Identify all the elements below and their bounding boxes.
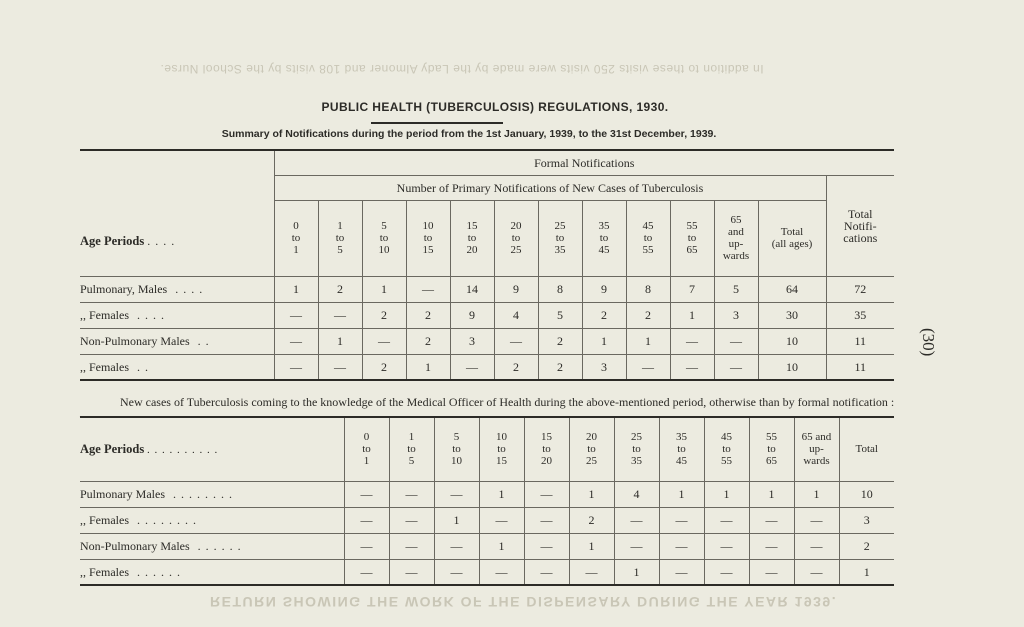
table2-value-cell: — — [704, 507, 749, 533]
table2-value-cell: 1 — [704, 481, 749, 507]
table1-value-cell: 4 — [494, 302, 538, 328]
table2-value-cell: — — [524, 507, 569, 533]
table2-row-label-cell — [80, 533, 344, 559]
table1-notifications-cell: 35 — [826, 302, 894, 328]
table2-row-label-cell — [80, 481, 344, 507]
table2-value-cell: — — [749, 559, 794, 585]
table1-total-cell: 30 — [758, 302, 826, 328]
table1-value-cell: — — [670, 354, 714, 380]
table2-value-cell: — — [344, 481, 389, 507]
table2-value-cell: — — [389, 481, 434, 507]
t2-age-col-65-upwards: 65 and up- wards — [794, 417, 839, 481]
table1-value-cell: — — [494, 328, 538, 354]
table1-value-cell: 9 — [582, 276, 626, 302]
table2-value-cell: — — [704, 559, 749, 585]
table2-value-cell: — — [434, 559, 479, 585]
age-col-5-10: 5 to 10 — [362, 200, 406, 276]
table2-value-cell: 1 — [659, 481, 704, 507]
table2-total-cell: 1 — [839, 559, 894, 585]
table1-value-cell: 2 — [406, 328, 450, 354]
table2-row-label: Pulmonary Males — [80, 487, 165, 501]
formal-notifications-body — [80, 276, 894, 380]
table1-value-cell: 3 — [582, 354, 626, 380]
table1-value-cell: 9 — [494, 276, 538, 302]
table2-value-cell: — — [614, 533, 659, 559]
table2-value-cell: 2 — [569, 507, 614, 533]
table1-row-label-cell — [80, 276, 274, 302]
table2-value-cell: 1 — [434, 507, 479, 533]
age-col-20-25: 20 to 25 — [494, 200, 538, 276]
total-all-ages-header: Total (all ages) — [758, 200, 826, 276]
table2-value-cell: 1 — [479, 533, 524, 559]
table2-value-cell: 1 — [794, 481, 839, 507]
table2-total-cell: 3 — [839, 507, 894, 533]
table2-value-cell: — — [659, 533, 704, 559]
table1-value-cell: — — [318, 354, 362, 380]
table1-value-cell: — — [274, 328, 318, 354]
table2-value-cell: — — [524, 533, 569, 559]
table1-value-cell: 2 — [406, 302, 450, 328]
table1-value-cell: — — [670, 328, 714, 354]
table2-value-cell: — — [749, 533, 794, 559]
table2-value-cell: — — [479, 559, 524, 585]
table1-value-cell: 5 — [714, 276, 758, 302]
title-rule — [371, 122, 503, 124]
primary-notifications-header: Number of Primary Notifications of New Cases of Tuberculosis — [274, 175, 826, 200]
table2-value-cell: — — [479, 507, 524, 533]
table1-row-dots: . . . . — [137, 308, 165, 322]
table1-value-cell: 8 — [626, 276, 670, 302]
age-periods-label-2: Age Periods — [80, 441, 145, 456]
age-col-35-45: 35 to 45 — [582, 200, 626, 276]
table2-row-dots: . . . . . . — [197, 539, 242, 553]
table1-value-cell: — — [450, 354, 494, 380]
table2-value-cell: — — [659, 507, 704, 533]
table2-value-cell: — — [749, 507, 794, 533]
t2-age-col-35-45: 35 to 45 — [659, 417, 704, 481]
table1-value-cell: — — [714, 328, 758, 354]
table1-row — [80, 276, 894, 302]
table1-value-cell: — — [406, 276, 450, 302]
t2-age-col-20-25: 20 to 25 — [569, 417, 614, 481]
table2-value-cell: — — [434, 481, 479, 507]
t2-age-col-55-65: 55 to 65 — [749, 417, 794, 481]
table2-row-dots: . . . . . . — [137, 564, 181, 579]
table1-row-label: Pulmonary, Males — [80, 282, 168, 296]
page-title: PUBLIC HEALTH (TUBERCULOSIS) REGULATIONS, 1930. — [321, 100, 669, 114]
table1-value-cell: 3 — [450, 328, 494, 354]
age-periods-dots-2: . . . . . . . . . . — [146, 443, 219, 456]
table2-value-cell: 1 — [569, 533, 614, 559]
table2-value-cell: — — [794, 559, 839, 585]
age-col-55-65: 55 to 65 — [670, 200, 714, 276]
other-cases-body — [80, 481, 894, 585]
table1-value-cell: 2 — [494, 354, 538, 380]
table2-value-cell: — — [389, 559, 434, 585]
table2-value-cell: — — [569, 559, 614, 585]
table1-value-cell: 2 — [538, 328, 582, 354]
table1-value-cell: — — [274, 302, 318, 328]
table2-value-cell: — — [704, 533, 749, 559]
age-col-65-upwards: 65 and up- wards — [714, 200, 758, 276]
table2-value-cell: — — [524, 481, 569, 507]
table1-value-cell: — — [362, 328, 406, 354]
table1-value-cell: 2 — [626, 302, 670, 328]
table1-value-cell: 9 — [450, 302, 494, 328]
bleed-through-text-top: In addition to these visits 250 visits were made by the Lady Almoner and 108 visits by the School Nurse. — [160, 62, 764, 76]
table1-row-label: Non-Pulmonary Males — [80, 334, 190, 348]
table1-row — [80, 354, 894, 380]
table1-total-cell: 10 — [758, 328, 826, 354]
table1-row-dots: . . — [137, 359, 149, 374]
table2-row-label: Non-Pulmonary Males — [80, 539, 190, 553]
table1-row-label: ,, Females — [80, 308, 129, 322]
table1-value-cell: — — [318, 302, 362, 328]
formal-notifications-table — [80, 149, 894, 381]
table2-value-cell: — — [524, 559, 569, 585]
table2-row-dots: . . . . . . . . — [137, 513, 197, 527]
table1-notifications-cell: 72 — [826, 276, 894, 302]
table1-value-cell: 2 — [318, 276, 362, 302]
table1-value-cell: 7 — [670, 276, 714, 302]
table2-row — [80, 533, 894, 559]
table2-row — [80, 559, 894, 585]
t2-age-col-45-55: 45 to 55 — [704, 417, 749, 481]
table1-row-label: ,, Females — [80, 359, 129, 374]
table1-value-cell: — — [626, 354, 670, 380]
table1-value-cell: 1 — [670, 302, 714, 328]
table1-notifications-cell: 11 — [826, 354, 894, 380]
table1-value-cell: — — [714, 354, 758, 380]
table2-value-cell: 1 — [614, 559, 659, 585]
table1-value-cell: 1 — [626, 328, 670, 354]
table1-value-cell: — — [274, 354, 318, 380]
table2-value-cell: — — [614, 507, 659, 533]
new-cases-paragraph: New cases of Tuberculosis coming to the knowledge of the Medical Officer of Health during the above-mentioned period, otherwise than by formal notification :— — [80, 395, 895, 422]
table1-row — [80, 328, 894, 354]
table2-value-cell: — — [659, 559, 704, 585]
table1-value-cell: 2 — [362, 354, 406, 380]
table1-value-cell: 2 — [582, 302, 626, 328]
table1-value-cell: 1 — [318, 328, 362, 354]
total-notifications-line-2: Notifi- — [843, 218, 877, 233]
table2-value-cell: 4 — [614, 481, 659, 507]
age-col-45-55: 45 to 55 — [626, 200, 670, 276]
t2-age-col-15-20: 15 to 20 — [524, 417, 569, 481]
table1-value-cell: 1 — [406, 354, 450, 380]
other-cases-table — [80, 416, 894, 586]
formal-notifications-header: Formal Notifications — [274, 150, 894, 175]
table2-row-label: ,, Females — [80, 564, 129, 579]
table2-value-cell: — — [344, 559, 389, 585]
table1-row-label-cell — [80, 328, 274, 354]
t2-age-col-0-1: 0 to 1 — [344, 417, 389, 481]
table1-value-cell: 1 — [582, 328, 626, 354]
table2-value-cell: — — [794, 507, 839, 533]
table1-row-label-cell — [80, 302, 274, 328]
table1-row-dots: . . . . — [175, 282, 204, 296]
table1-value-cell: 1 — [274, 276, 318, 302]
age-col-15-20: 15 to 20 — [450, 200, 494, 276]
table2-value-cell: — — [344, 507, 389, 533]
bleed-through-text-bottom: RETURN SHOWING THE WORK OF THE DISPENSARY DURING THE YEAR 1939. — [210, 594, 838, 610]
table1-row-dots: . . — [197, 334, 210, 348]
page-number: (30) — [919, 328, 938, 357]
table1-value-cell: 8 — [538, 276, 582, 302]
table2-value-cell: — — [794, 533, 839, 559]
t2-age-col-25-35: 25 to 35 — [614, 417, 659, 481]
table2-total-cell: 2 — [839, 533, 894, 559]
table2-total-cell: 10 — [839, 481, 894, 507]
age-periods-label: Age Periods — [80, 234, 145, 249]
table2-value-cell: — — [389, 533, 434, 559]
table2-value-cell: — — [389, 507, 434, 533]
age-col-0-1: 0 to 1 — [274, 200, 318, 276]
age-periods-cell — [80, 417, 344, 481]
t2-total-header: Total — [839, 417, 894, 481]
total-notifications-header — [826, 175, 894, 276]
t2-age-col-1-5: 1 to 5 — [389, 417, 434, 481]
table2-row-label: ,, Females — [80, 513, 129, 527]
table1-value-cell: 1 — [362, 276, 406, 302]
table1-notifications-cell: 11 — [826, 328, 894, 354]
total-notifications-line-1: Total — [848, 206, 873, 221]
table2-value-cell: — — [344, 533, 389, 559]
page-subtitle: Summary of Notifications during the period from the 1st January, 1939, to the 31st December, 1939. — [221, 128, 717, 140]
table1-value-cell: 3 — [714, 302, 758, 328]
table1-value-cell: 5 — [538, 302, 582, 328]
table2-row-dots: . . . . . . . . — [173, 487, 233, 501]
age-periods-dots: . . . . — [147, 234, 176, 249]
table1-row-label-cell — [80, 354, 274, 380]
table2-value-cell: 1 — [479, 481, 524, 507]
age-col-10-15: 10 to 15 — [406, 200, 450, 276]
table2-row — [80, 481, 894, 507]
table1-total-cell: 64 — [758, 276, 826, 302]
table2-row-label-cell — [80, 559, 344, 585]
t2-age-col-5-10: 5 to 10 — [434, 417, 479, 481]
table1-row — [80, 302, 894, 328]
table2-value-cell: — — [434, 533, 479, 559]
t2-age-col-10-15: 10 to 15 — [479, 417, 524, 481]
total-notifications-line-3: cations — [843, 230, 878, 245]
age-col-25-35: 25 to 35 — [538, 200, 582, 276]
table1-total-cell: 10 — [758, 354, 826, 380]
table1-value-cell: 2 — [362, 302, 406, 328]
table2-value-cell: 1 — [749, 481, 794, 507]
table1-value-cell: 2 — [538, 354, 582, 380]
table1-value-cell: 14 — [450, 276, 494, 302]
age-col-1-5: 1 to 5 — [318, 200, 362, 276]
table2-value-cell: 1 — [569, 481, 614, 507]
table2-row — [80, 507, 894, 533]
table2-row-label-cell — [80, 507, 344, 533]
